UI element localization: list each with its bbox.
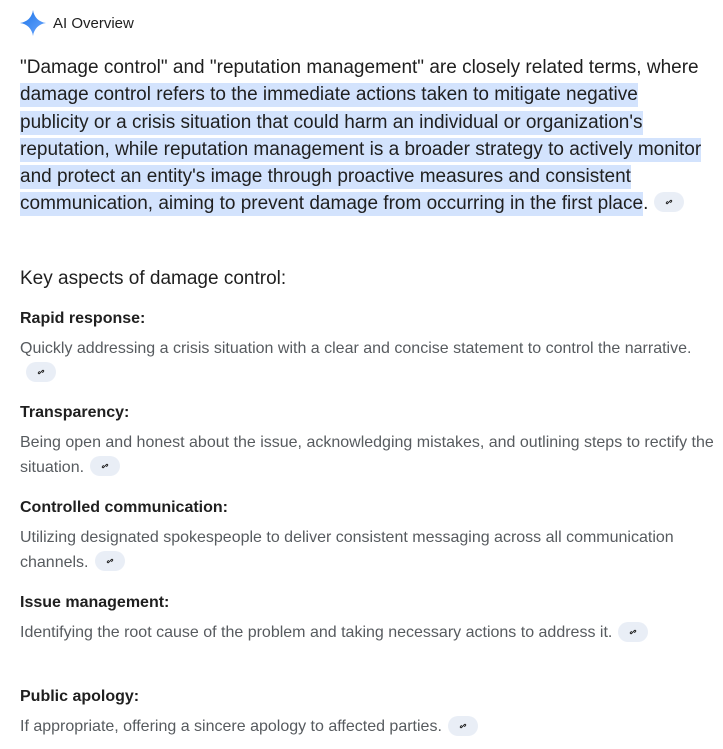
link-icon — [99, 460, 111, 472]
ai-overview-header — [20, 10, 134, 36]
aspect-description-text: Identifying the root cause of the problem and taking necessary actions to address it. — [20, 624, 613, 641]
aspect-title: Transparency: — [20, 404, 130, 421]
link-icon — [663, 196, 675, 208]
aspect-description — [20, 431, 715, 480]
aspect-title: Rapid response: — [20, 310, 146, 327]
link-icon — [104, 555, 116, 567]
aspect-title: Public apology: — [20, 688, 140, 705]
intro-plain-text: "Damage control" and "reputation management" are closely related terms, where — [20, 57, 699, 78]
aspect-description — [20, 621, 670, 646]
intro-highlighted-text: damage control refers to the immediate actions taken to mitigate negative publicity or a crisis situation that could harm an individual or organization's reputation, while reputation management is a broader strategy to actively monitor and protect an entity's image through proactive measures and consistent communication, aiming to prevent damage from occurring in the first place — [20, 84, 702, 215]
aspect-item-transparency — [20, 403, 715, 480]
link-icon — [457, 720, 469, 732]
citation-link-button[interactable] — [95, 551, 125, 571]
aspect-description-text: Utilizing designated spokespeople to deliver consistent messaging across all communication channels. — [20, 529, 674, 571]
aspect-title: Issue management: — [20, 594, 170, 611]
citation-link-button[interactable] — [448, 716, 478, 736]
aspect-description — [20, 715, 715, 740]
aspect-item-public-apology — [20, 687, 715, 740]
aspect-title: Controlled communication: — [20, 499, 228, 516]
intro-suffix: . — [643, 193, 649, 215]
citation-link-button[interactable] — [618, 622, 648, 642]
citation-link-button[interactable] — [26, 362, 56, 382]
aspect-item-issue-management — [20, 593, 670, 646]
header-title: AI Overview — [53, 14, 134, 32]
aspect-description-text: If appropriate, offering a sincere apology to affected parties. — [20, 718, 442, 735]
citation-link-button[interactable] — [654, 192, 684, 212]
intro-paragraph — [20, 54, 710, 218]
link-icon — [35, 366, 47, 378]
link-icon — [627, 626, 639, 638]
aspect-description — [20, 337, 715, 386]
aspect-description-text: Being open and honest about the issue, acknowledging mistakes, and outlining steps to rectify the situation. — [20, 434, 714, 476]
aspect-item-controlled-communication — [20, 498, 715, 575]
aspect-description — [20, 526, 715, 575]
citation-link-button[interactable] — [90, 456, 120, 476]
aspect-description-text: Quickly addressing a crisis situation with a clear and concise statement to control the narrative. — [20, 340, 692, 357]
aspect-item-rapid-response — [20, 309, 715, 386]
sparkle-icon — [20, 10, 46, 36]
section-heading: Key aspects of damage control: — [20, 268, 287, 289]
